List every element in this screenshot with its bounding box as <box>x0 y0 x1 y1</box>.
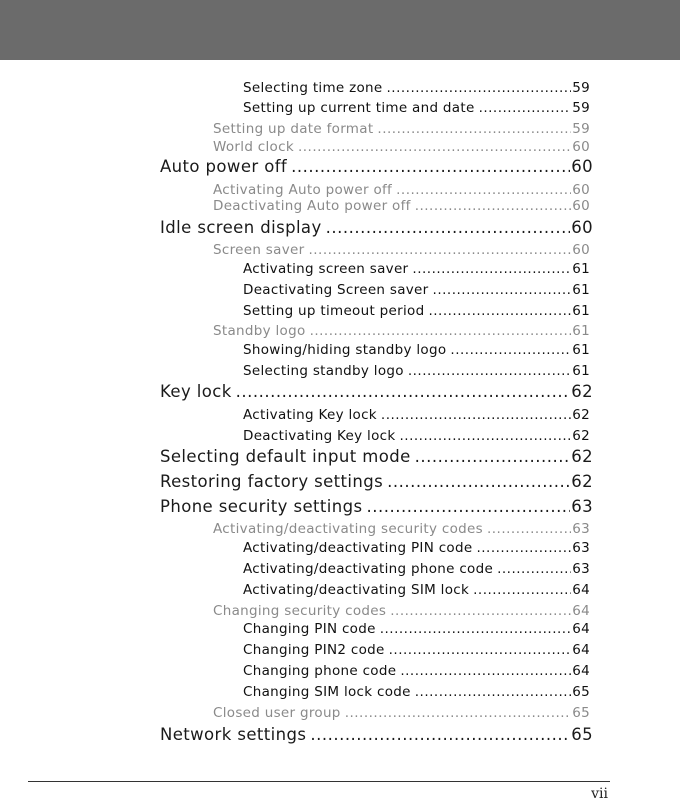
dot-leader <box>433 282 572 298</box>
toc-entry-title: Activating/deactivating security codes <box>213 521 483 538</box>
dot-leader <box>428 303 571 319</box>
dot-leader <box>326 218 571 237</box>
toc-entry[interactable] <box>243 642 590 658</box>
toc-entry[interactable] <box>243 80 590 96</box>
dot-leader <box>345 705 572 721</box>
toc-entry-title: Selecting time zone <box>243 80 383 97</box>
toc-entry[interactable] <box>243 100 590 116</box>
dot-leader <box>487 521 571 537</box>
dot-leader <box>308 242 571 258</box>
toc-entry-title: Setting up timeout period <box>243 303 425 320</box>
dot-leader <box>497 561 571 577</box>
toc-entry-title: Network settings <box>160 725 307 745</box>
dot-leader <box>389 642 572 658</box>
toc-entry[interactable] <box>243 303 590 319</box>
toc-entry[interactable] <box>160 725 593 744</box>
toc-entry[interactable] <box>243 540 590 556</box>
dot-leader <box>473 582 571 598</box>
toc-entry-page: 61 <box>572 342 590 359</box>
toc-entry-page: 62 <box>571 447 593 467</box>
toc-entry[interactable] <box>160 218 593 237</box>
toc-entry-page: 65 <box>571 725 593 745</box>
toc-entry-page: 62 <box>572 407 590 424</box>
toc-entry-page: 61 <box>572 363 590 380</box>
dot-leader <box>387 80 572 96</box>
toc-entry-title: Selecting standby logo <box>243 363 404 380</box>
toc-entry-page: 64 <box>572 642 590 659</box>
toc-entry-page: 63 <box>572 540 590 557</box>
toc-entry[interactable] <box>213 521 590 537</box>
dot-leader <box>387 472 570 491</box>
toc-entry-title: Restoring factory settings <box>160 472 384 492</box>
dot-leader <box>415 447 571 466</box>
toc-entry-page: 62 <box>572 428 590 445</box>
toc-entry[interactable] <box>243 428 590 444</box>
toc-entry-title: Changing phone code <box>243 663 397 680</box>
dot-leader <box>381 407 571 423</box>
footer-rule <box>28 781 610 782</box>
toc-entry-title: Standby logo <box>213 323 306 340</box>
toc-entry[interactable] <box>213 198 590 214</box>
toc-entry-page: 61 <box>572 323 590 340</box>
toc-entry-page: 60 <box>571 218 593 238</box>
toc-entry-title: Deactivating Screen saver <box>243 282 429 299</box>
toc-entry[interactable] <box>160 497 593 516</box>
toc-entry-page: 65 <box>572 705 590 722</box>
toc-entry[interactable] <box>160 447 593 466</box>
toc-entry-page: 60 <box>571 157 593 177</box>
toc-entry-page: 64 <box>572 603 590 620</box>
toc-entry-page: 63 <box>571 497 593 517</box>
toc-entry[interactable] <box>243 621 590 637</box>
toc-entry-title: Changing SIM lock code <box>243 684 411 701</box>
dot-leader <box>396 182 571 198</box>
toc-entry-page: 63 <box>572 561 590 578</box>
dot-leader <box>399 428 571 444</box>
toc-entry[interactable] <box>243 582 590 598</box>
toc-entry[interactable] <box>243 684 590 700</box>
toc-entry[interactable] <box>243 261 590 277</box>
toc-entry[interactable] <box>213 323 590 339</box>
toc-entry-page: 60 <box>572 198 590 215</box>
toc-entry-page: 62 <box>571 382 593 402</box>
toc-entry[interactable] <box>213 182 590 198</box>
toc-entry[interactable] <box>243 342 590 358</box>
toc-entry-title: Activating/deactivating phone code <box>243 561 494 578</box>
toc-entry-page: 65 <box>572 684 590 701</box>
dot-leader <box>415 684 571 700</box>
toc-entry[interactable] <box>243 282 590 298</box>
toc-entry-page: 61 <box>572 282 590 299</box>
toc-entry-page: 64 <box>572 663 590 680</box>
toc-entry-title: Deactivating Key lock <box>243 428 396 445</box>
toc-entry-title: Setting up date format <box>213 121 374 138</box>
toc-entry-title: Key lock <box>160 382 232 402</box>
toc-entry-page: 64 <box>572 582 590 599</box>
toc-entry-title: Phone security settings <box>160 497 363 517</box>
toc-entry-page: 62 <box>571 472 593 492</box>
toc-entry[interactable] <box>243 663 590 679</box>
toc-entry-title: Activating Auto power off <box>213 182 393 199</box>
dot-leader <box>298 139 571 155</box>
dot-leader <box>366 497 570 516</box>
page-number: vii <box>591 786 608 802</box>
toc-entry-page: 61 <box>572 261 590 278</box>
dot-leader <box>476 540 571 556</box>
toc-entry[interactable] <box>160 382 593 401</box>
toc-entry[interactable] <box>213 603 590 619</box>
toc-entry[interactable] <box>160 157 593 176</box>
toc-entry-page: 60 <box>572 242 590 259</box>
toc-entry[interactable] <box>213 242 590 258</box>
toc-entry-title: Changing security codes <box>213 603 387 620</box>
toc-entry-title: Selecting default input mode <box>160 447 411 467</box>
dot-leader <box>380 621 572 637</box>
toc-entry-title: Changing PIN2 code <box>243 642 385 659</box>
dot-leader <box>310 323 572 339</box>
toc-entry-page: 59 <box>572 80 590 97</box>
toc-entry[interactable] <box>243 407 590 423</box>
toc-entry-title: Deactivating Auto power off <box>213 198 411 215</box>
toc-entry[interactable] <box>243 561 590 577</box>
toc-entry-title: Setting up current time and date <box>243 100 475 117</box>
toc-entry-title: Activating/deactivating PIN code <box>243 540 473 557</box>
toc-entry-title: Showing/hiding standby logo <box>243 342 447 359</box>
toc-entry-page: 59 <box>572 121 590 138</box>
toc-entry-title: Changing PIN code <box>243 621 376 638</box>
toc-entry-title: Activating/deactivating SIM lock <box>243 582 470 599</box>
toc-entry[interactable] <box>243 363 590 379</box>
toc-entry-page: 60 <box>572 182 590 199</box>
toc-entry[interactable] <box>160 472 593 491</box>
toc-entry-page: 60 <box>572 139 590 156</box>
dot-leader <box>479 100 572 116</box>
toc-entry-title: Auto power off <box>160 157 288 177</box>
dot-leader <box>310 725 570 744</box>
dot-leader <box>400 663 571 679</box>
toc-entry-page: 64 <box>572 621 590 638</box>
dot-leader <box>412 261 571 277</box>
toc-entry[interactable] <box>213 139 590 155</box>
toc-entry-title: World clock <box>213 139 294 156</box>
dot-leader <box>408 363 571 379</box>
toc-entry-title: Activating Key lock <box>243 407 377 424</box>
dot-leader <box>291 157 570 176</box>
dot-leader <box>415 198 572 214</box>
toc-entry-title: Screen saver <box>213 242 305 259</box>
toc-entry-title: Closed user group <box>213 705 341 722</box>
toc-entry-page: 63 <box>572 521 590 538</box>
toc-entry-title: Idle screen display <box>160 218 322 238</box>
toc-entry-page: 61 <box>572 303 590 320</box>
toc-entry-title: Activating screen saver <box>243 261 409 278</box>
dot-leader <box>377 121 571 137</box>
dot-leader <box>236 382 571 401</box>
dot-leader <box>450 342 571 358</box>
toc-entry[interactable] <box>213 705 590 721</box>
toc-entry[interactable] <box>213 121 590 137</box>
dot-leader <box>390 603 571 619</box>
toc-entry-page: 59 <box>572 100 590 117</box>
